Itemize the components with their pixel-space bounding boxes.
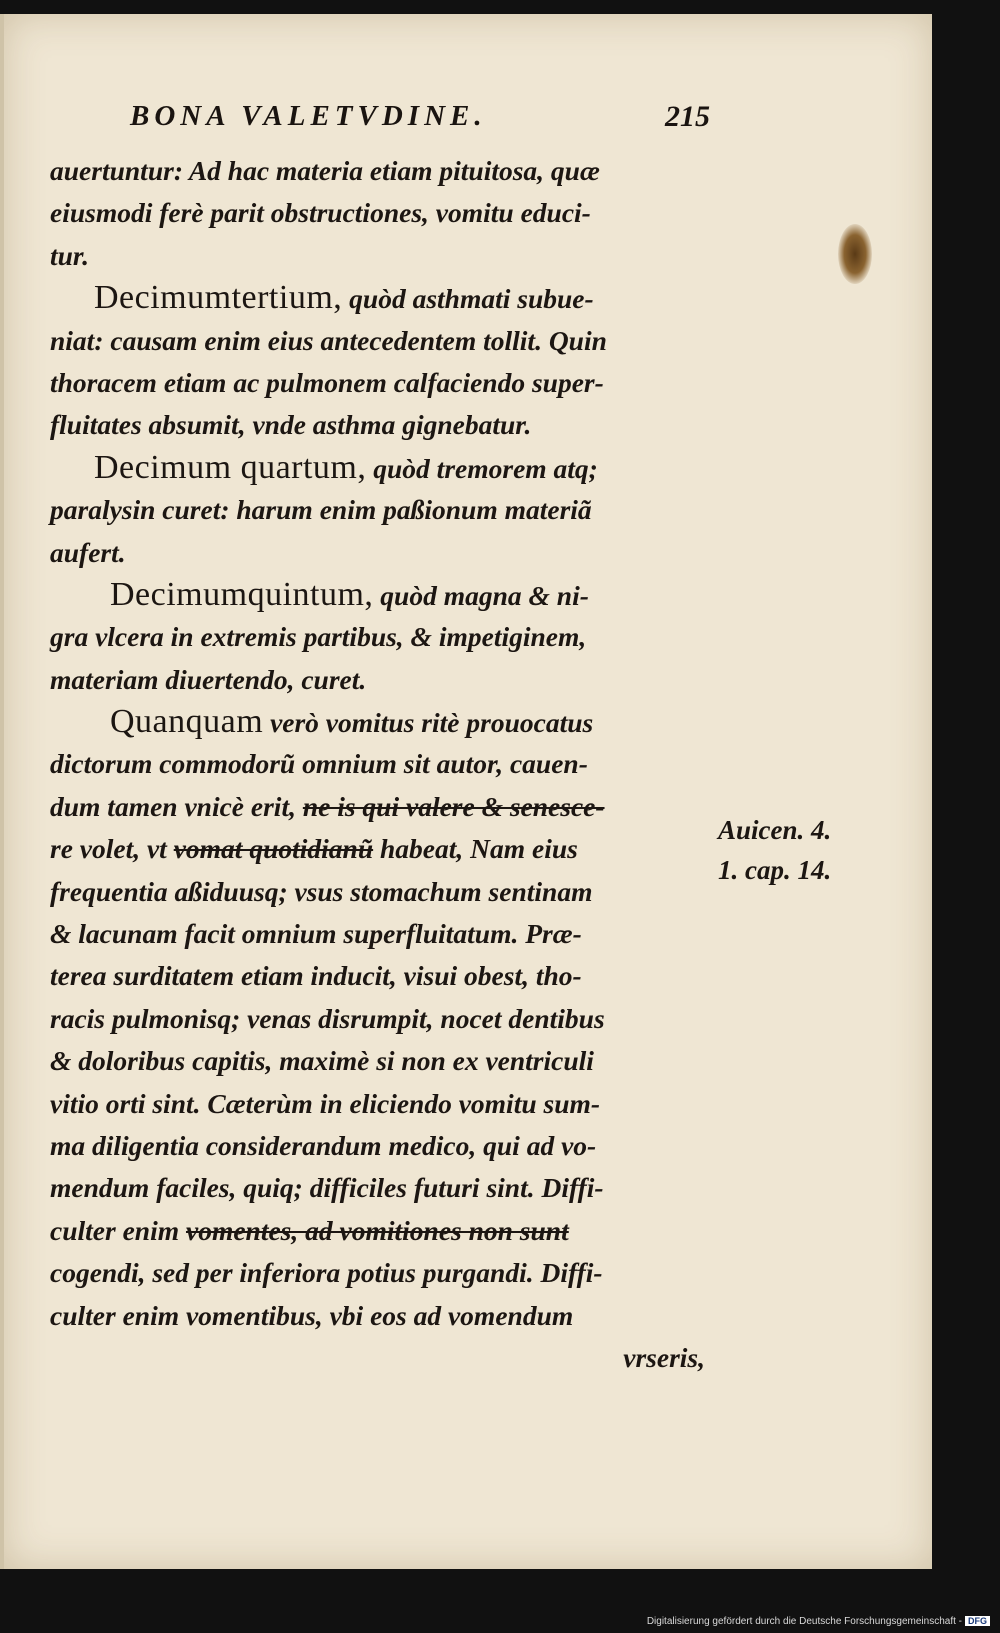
line-text: quòd tremorem atq;	[366, 452, 598, 484]
line-text: culter enim	[50, 1214, 186, 1246]
text-line	[50, 1040, 705, 1082]
line-text: racis pulmonisq; venas disrumpit, nocet dentibus	[50, 1002, 605, 1034]
roman-lead: Decimumtertium,	[94, 279, 343, 317]
line-text: culter enim vomentibus, vbi eos ad vomendum	[50, 1299, 574, 1331]
line-text: cogendi, sed per inferiora potius purgandi. Diffi-	[50, 1257, 603, 1289]
margin-note-line: Auicen. 4.	[718, 815, 832, 845]
text-line	[50, 1210, 705, 1252]
paragraph-start	[50, 701, 705, 743]
line-text: materiam diuertendo, curet.	[50, 663, 367, 695]
digitization-footer	[647, 1616, 990, 1627]
line-text: terea surditatem etiam inducit, visui obest, tho-	[50, 960, 582, 992]
line-text: ma diligentia considerandum medico, qui ad vo-	[50, 1129, 597, 1161]
text-line	[50, 871, 705, 913]
page-header	[130, 100, 710, 140]
margin-note-line: 1. cap. 14.	[718, 855, 832, 885]
line-text: re volet, vt	[50, 833, 174, 865]
text-line	[50, 743, 705, 785]
line-text: eiusmodi ferè parit obstructiones, vomitu educi-	[50, 197, 591, 229]
text-line	[50, 532, 705, 574]
roman-lead: Decimum quartum,	[94, 448, 367, 486]
line-text: dum tamen vnicè erit,	[50, 790, 303, 822]
text-line	[50, 320, 705, 362]
catchword-text: vrseris,	[623, 1341, 705, 1373]
paragraph-start	[50, 447, 705, 489]
line-text: habeat, Nam eius	[373, 833, 578, 865]
text-line	[50, 404, 705, 446]
body-text	[50, 150, 705, 1379]
roman-lead: Quanquam	[110, 703, 264, 741]
line-text: mendum faciles, quiq; difficiles futuri sint. Diffi-	[50, 1172, 604, 1204]
text-line	[50, 1083, 705, 1125]
text-line	[50, 235, 705, 277]
catchword	[50, 1337, 705, 1379]
text-line	[50, 955, 705, 997]
line-text: quòd asthmati subue-	[342, 283, 594, 315]
text-line	[50, 913, 705, 955]
line-text: gra vlcera in extremis partibus, & impetiginem,	[50, 621, 587, 653]
line-text: vitio orti sint. Cæterùm in eliciendo vomitu sum-	[50, 1087, 601, 1119]
line-text: frequentia aßiduusq; vsus stomachum sentinam	[50, 875, 593, 907]
line-text: fluitates absumit, vnde asthma gignebatur.	[50, 409, 532, 441]
ink-stain	[838, 224, 872, 284]
text-line	[50, 1125, 705, 1167]
line-text: auertuntur: Ad hac materia etiam pituitosa, quæ	[50, 155, 600, 186]
page-number: 215	[665, 100, 710, 133]
text-line	[50, 150, 705, 192]
line-text: verò vomitus ritè prouocatus	[263, 707, 594, 739]
text-line	[50, 786, 705, 828]
dfg-logo: DFG	[965, 1616, 990, 1626]
line-text: quòd magna & ni-	[373, 579, 589, 611]
roman-lead: Decimumquintum,	[110, 575, 374, 613]
struck-text: vomentes, ad vomitiones non sunt	[185, 1214, 569, 1246]
paragraph-start	[50, 277, 705, 319]
struck-text: ne is qui valere & senesce-	[302, 790, 605, 822]
text-line	[50, 489, 705, 531]
line-text: niat: causam enim eius antecedentem tollit. Quin	[50, 324, 607, 356]
running-title: BONA VALETVDINE.	[130, 100, 487, 132]
line-text: tur.	[50, 239, 89, 271]
paragraph-start	[50, 574, 705, 616]
line-text: dictorum commodorũ omnium sit autor, cauen-	[50, 748, 588, 780]
text-line	[50, 998, 705, 1040]
text-line	[50, 362, 705, 404]
struck-text: vomat quotidianũ	[173, 833, 374, 865]
line-text: & lacunam facit omnium superfluitatum. Præ-	[50, 918, 582, 950]
footer-text: Digitalisierung gefördert durch die Deutsche Forschungsgemeinschaft -	[646, 1616, 962, 1627]
text-line	[50, 192, 705, 234]
text-line	[50, 1295, 705, 1337]
line-text: & doloribus capitis, maximè si non ex ventriculi	[50, 1045, 594, 1077]
text-line	[50, 659, 705, 701]
line-text: paralysin curet: harum enim paßionum materiã	[50, 494, 592, 526]
text-line	[50, 616, 705, 658]
margin-note	[718, 810, 831, 890]
line-text: aufert.	[50, 536, 126, 568]
text-line	[50, 828, 705, 870]
text-line	[50, 1167, 705, 1209]
line-text: thoracem etiam ac pulmonem calfaciendo super-	[50, 366, 604, 398]
text-line	[50, 1252, 705, 1294]
